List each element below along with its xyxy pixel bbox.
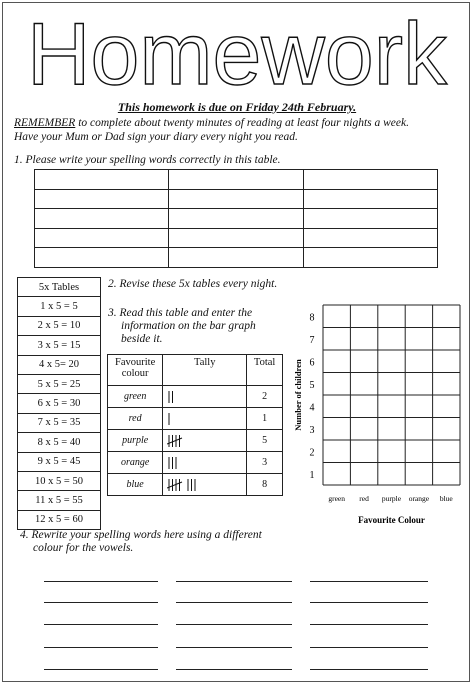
writing-line[interactable]: [310, 581, 428, 582]
tally-row: [108, 430, 283, 452]
tally-header-tally: Tally: [163, 355, 247, 386]
chart-x-tick-label: blue: [439, 494, 453, 503]
spelling-cell[interactable]: [303, 248, 437, 268]
times-table-row: 3 x 5 = 15: [18, 336, 101, 355]
question-3-line-3: beside it.: [121, 333, 163, 345]
writing-line[interactable]: [176, 669, 292, 670]
tally-total: 2: [247, 386, 283, 408]
spelling-cell[interactable]: [303, 170, 437, 190]
times-table-row: 1 x 5 = 5: [18, 297, 101, 316]
writing-line[interactable]: [176, 602, 292, 603]
chart-y-tick-label: 1: [309, 469, 315, 481]
spelling-cell[interactable]: [35, 189, 169, 209]
writing-line[interactable]: [176, 647, 292, 648]
tally-colour: orange: [108, 452, 163, 474]
question-1: 1. Please write your spelling words correctly in this table.: [14, 154, 281, 166]
tally-total: 1: [247, 408, 283, 430]
spelling-cell[interactable]: [169, 189, 303, 209]
writing-line[interactable]: [310, 647, 428, 648]
times-table-row: 12 x 5 = 60: [18, 510, 101, 529]
tally-cell: [163, 430, 247, 452]
remember-label: REMEMBER: [14, 117, 76, 129]
tally-marks: [167, 390, 237, 404]
chart-y-tick-label: 2: [309, 447, 315, 459]
writing-line[interactable]: [44, 669, 158, 670]
writing-line[interactable]: [176, 624, 292, 625]
times-table-row: 9 x 5 = 45: [18, 452, 101, 471]
spelling-row: [35, 209, 438, 229]
bar-chart: [290, 300, 470, 530]
chart-y-tick-label: 8: [309, 312, 315, 324]
writing-line[interactable]: [44, 602, 158, 603]
spelling-cell[interactable]: [35, 228, 169, 248]
spelling-cell[interactable]: [35, 248, 169, 268]
tally-header-total: Total: [247, 355, 283, 386]
tally-marks: [167, 456, 237, 470]
homework-title: [20, 6, 454, 98]
question-2: 2. Revise these 5x tables every night.: [108, 278, 278, 290]
times-table-row: 7 x 5 = 35: [18, 413, 101, 432]
spelling-cell[interactable]: [35, 170, 169, 190]
question-4-line-2: colour for the vowels.: [33, 542, 134, 554]
times-table-row: 4 x 5= 20: [18, 355, 101, 374]
tally-marks: [167, 412, 237, 426]
times-table-row: 10 x 5 = 50: [18, 471, 101, 490]
question-4: [20, 529, 300, 555]
spelling-cell[interactable]: [35, 209, 169, 229]
svg-text:Homework: Homework: [27, 6, 448, 98]
question-3: [108, 307, 293, 346]
tally-row: [108, 408, 283, 430]
tally-cell: [163, 474, 247, 496]
spelling-table: [34, 169, 438, 268]
reminder-line-2: Have your Mum or Dad sign your diary every night you read.: [14, 130, 298, 143]
spelling-cell[interactable]: [169, 248, 303, 268]
writing-line[interactable]: [310, 669, 428, 670]
chart-y-tick-label: 3: [309, 424, 315, 436]
chart-x-tick-label: red: [359, 494, 369, 503]
writing-line[interactable]: [310, 602, 428, 603]
tally-cell: [163, 408, 247, 430]
spelling-cell[interactable]: [169, 170, 303, 190]
reminder-line-1: to complete about twenty minutes of reading at least four nights a week.: [75, 117, 409, 129]
spelling-row: [35, 170, 438, 190]
writing-line[interactable]: [44, 581, 158, 582]
chart-y-axis-label: Number of children: [293, 359, 303, 431]
times-table: [17, 277, 101, 530]
question-4-line-1: 4. Rewrite your spelling words here using a different: [20, 529, 262, 541]
spelling-row: [35, 248, 438, 268]
times-table-row: 11 x 5 = 55: [18, 491, 101, 510]
writing-line[interactable]: [176, 581, 292, 582]
chart-x-tick-label: orange: [408, 494, 430, 503]
tally-table: [107, 354, 283, 496]
spelling-row: [35, 228, 438, 248]
times-table-row: 2 x 5 = 10: [18, 316, 101, 335]
tally-header-colour-line-1: Favourite: [115, 357, 156, 368]
tally-header-colour: [108, 355, 163, 386]
spelling-cell[interactable]: [169, 209, 303, 229]
question-3-line-1: 3. Read this table and enter the: [108, 307, 253, 319]
writing-line[interactable]: [44, 624, 158, 625]
tally-total: 8: [247, 474, 283, 496]
tally-marks: [167, 478, 237, 492]
tally-colour: blue: [108, 474, 163, 496]
tally-row: [108, 386, 283, 408]
times-table-row: 6 x 5 = 30: [18, 394, 101, 413]
spelling-cell[interactable]: [169, 228, 303, 248]
due-date-line: This homework is due on Friday 24th February.: [117, 100, 357, 114]
tally-colour: red: [108, 408, 163, 430]
tally-cell: [163, 452, 247, 474]
tally-total: 5: [247, 430, 283, 452]
chart-y-tick-label: 5: [309, 379, 315, 391]
chart-y-tick-label: 4: [309, 402, 315, 414]
chart-x-axis-label: Favourite Colour: [358, 515, 425, 525]
tally-total: 3: [247, 452, 283, 474]
spelling-cell[interactable]: [303, 209, 437, 229]
tally-marks: [167, 434, 237, 448]
tally-colour: green: [108, 386, 163, 408]
times-table-header: 5x Tables: [18, 278, 101, 297]
chart-x-tick-label: purple: [381, 494, 402, 503]
spelling-cell[interactable]: [303, 228, 437, 248]
reading-reminder: [14, 117, 464, 144]
tally-row: [108, 452, 283, 474]
chart-x-tick-label: green: [328, 494, 346, 503]
writing-line[interactable]: [44, 647, 158, 648]
chart-y-tick-label: 6: [309, 357, 315, 369]
tally-colour: purple: [108, 430, 163, 452]
times-table-row: 8 x 5 = 40: [18, 433, 101, 452]
times-table-row: 5 x 5 = 25: [18, 374, 101, 393]
tally-row: [108, 474, 283, 496]
chart-y-tick-label: 7: [309, 334, 315, 346]
question-3-line-2: information on the bar graph: [121, 320, 256, 332]
spelling-row: [35, 189, 438, 209]
writing-line[interactable]: [310, 624, 428, 625]
spelling-cell[interactable]: [303, 189, 437, 209]
tally-cell: [163, 386, 247, 408]
tally-header-colour-line-2: colour: [121, 368, 149, 379]
